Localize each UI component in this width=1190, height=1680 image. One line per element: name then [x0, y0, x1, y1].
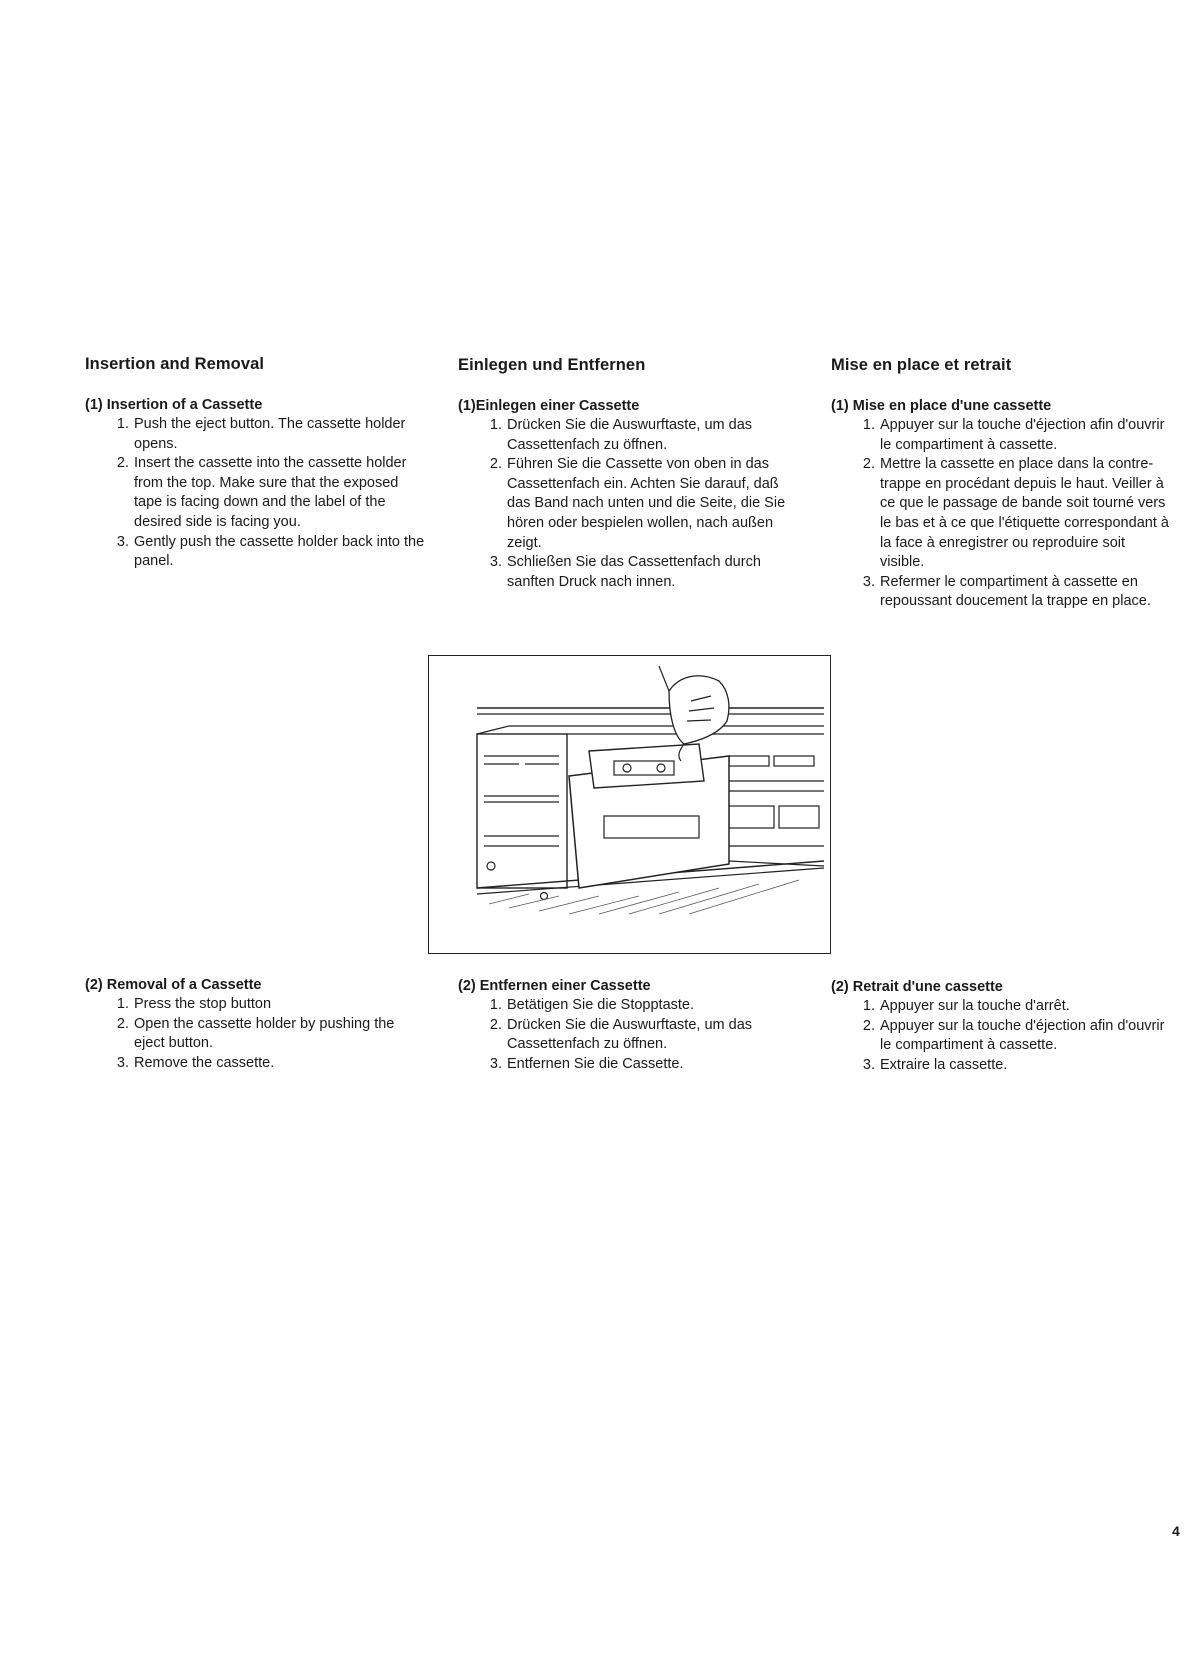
- section-fr-insertion: [831, 356, 1171, 612]
- subsection-heading: (1) Mise en place d'une cassette: [831, 398, 1052, 414]
- list-item: 2. Open the cassette holder by pushing the eject button.: [116, 1015, 395, 1052]
- subsection-heading: (2) Removal of a Cassette: [85, 977, 262, 993]
- step-list: [85, 415, 425, 572]
- section-fr-removal: [831, 979, 1171, 1075]
- list-item: 3. Remove the cassette.: [116, 1054, 275, 1071]
- subsection-heading: (2) Retrait d'une cassette: [831, 979, 1003, 995]
- subsection-heading: (1)Einlegen einer Cassette: [458, 398, 640, 414]
- cassette-deck-illustration: [428, 655, 831, 954]
- step-list: [85, 995, 425, 1073]
- list-item: 3. Refermer le compartiment à cassette en repoussant doucement la trappe en place.: [862, 573, 1151, 610]
- page-number: 4: [1172, 1523, 1180, 1539]
- list-item: 1. Press the stop button: [116, 996, 272, 1012]
- list-item: 2. Mettre la cassette en place dans la contre-trappe en procédant depuis le haut. Veiller à ce que le passage de bande soit tourné vers le bas et à ce que l'étiquette correspondant à la face à enregistrer ou reproduire soit visible.: [862, 456, 1169, 571]
- section-title: Insertion and Removal: [85, 355, 265, 373]
- section-title: Einlegen und Entfernen: [458, 356, 646, 374]
- list-item: 1. Betätigen Sie die Stopptaste.: [489, 997, 695, 1013]
- list-item: 3. Entfernen Sie die Cassette.: [489, 1055, 684, 1072]
- section-de-removal: [458, 978, 798, 1074]
- list-item: 3. Gently push the cassette holder back into the panel.: [116, 533, 425, 570]
- list-item: 3. Extraire la cassette.: [862, 1056, 1008, 1073]
- list-item: 2. Appuyer sur la touche d'éjection afin d'ouvrir le compartiment à cassette.: [862, 1017, 1165, 1054]
- step-list: [831, 997, 1171, 1075]
- section-en-insertion: [85, 355, 425, 572]
- list-item: 2. Führen Sie die Cassette von oben in das Cassettenfach ein. Achten Sie darauf, daß das Band nach unten und die Seite, die Sie hören oder bespielen wollen, nach außen zeigt.: [489, 456, 786, 551]
- step-list: [458, 996, 798, 1074]
- list-item: 1. Drücken Sie die Auswurftaste, um das Cassettenfach zu öffnen.: [489, 417, 753, 453]
- step-list: [831, 416, 1171, 612]
- section-title: Mise en place et retrait: [831, 356, 1012, 374]
- list-item: 3. Schließen Sie das Cassettenfach durch sanften Druck nach innen.: [489, 554, 761, 590]
- list-item: 2. Drücken Sie die Auswurftaste, um das Cassettenfach zu öffnen.: [489, 1016, 753, 1053]
- list-item: 2. Insert the cassette into the cassette holder from the top. Make sure that the exposed tape is facing down and the label of the desired side is facing you.: [116, 455, 407, 530]
- section-de-insertion: [458, 356, 798, 592]
- list-item: 1. Appuyer sur la touche d'arrêt.: [862, 998, 1070, 1014]
- cassette-insertion-drawing: [429, 656, 829, 952]
- subsection-heading: (2) Entfernen einer Cassette: [458, 978, 651, 994]
- list-item: 1. Push the eject button. The cassette holder opens.: [116, 416, 406, 452]
- subsection-heading: (1) Insertion of a Cassette: [85, 397, 263, 413]
- section-en-removal: [85, 977, 425, 1073]
- step-list: [458, 416, 798, 592]
- list-item: 1. Appuyer sur la touche d'éjection afin d'ouvrir le compartiment à cassette.: [862, 417, 1165, 453]
